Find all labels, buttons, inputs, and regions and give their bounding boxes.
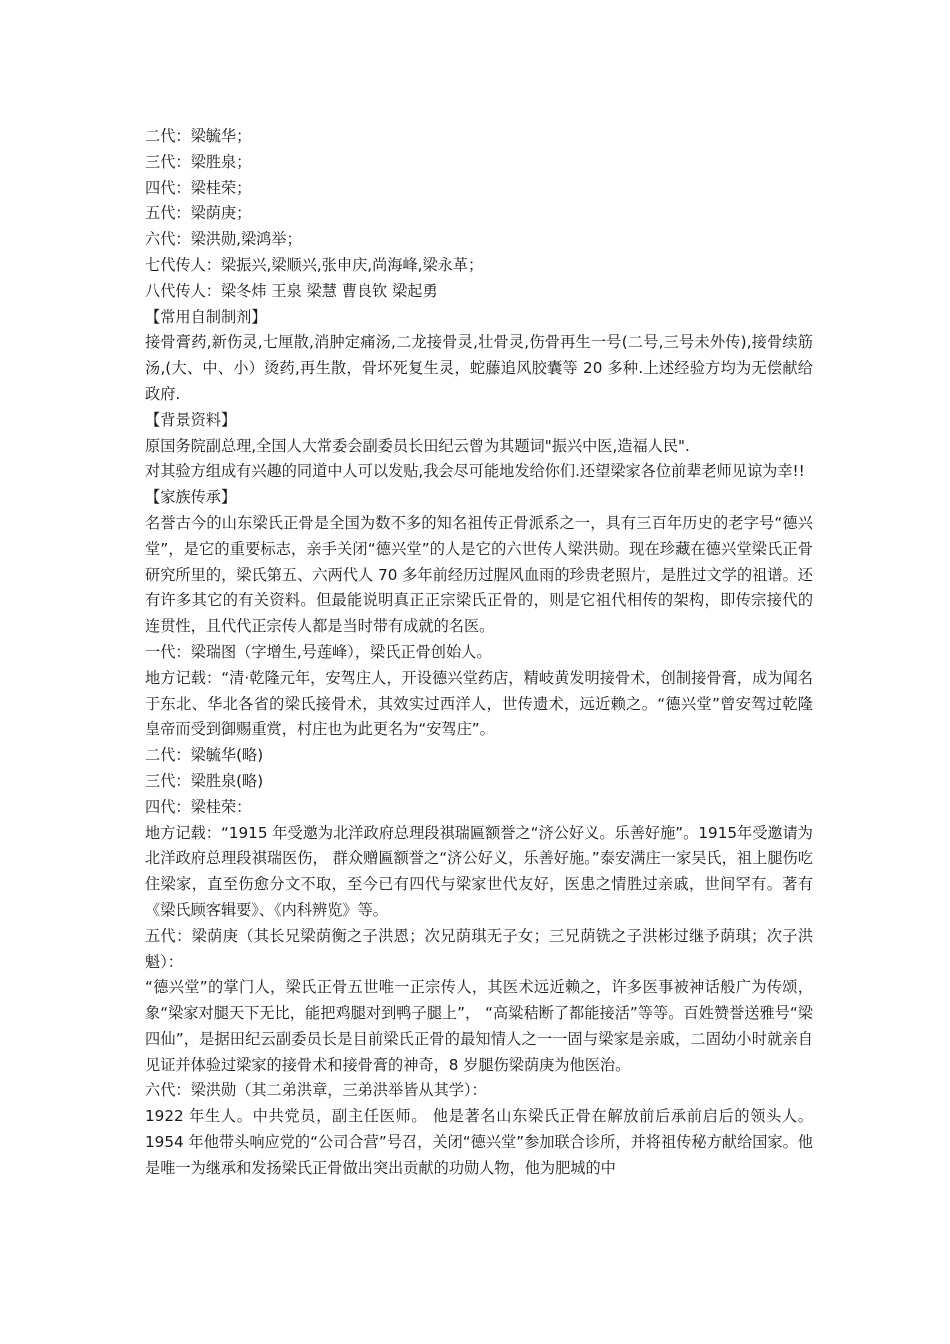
family-gen6: 六代：梁洪勋（其二弟洪章，三弟洪举皆从其学）：: [145, 1081, 487, 1100]
lineage-gen4: 四代：梁桂荣；: [145, 178, 252, 197]
preparations-heading: 【常用自制制剂】: [145, 307, 267, 326]
lineage-gen2: 二代：梁毓华；: [145, 127, 252, 145]
lineage-gen8: 八代传人：梁冬炜 王泉 梁慧 曹良钦 梁起勇: [145, 281, 438, 300]
background-heading: 【背景资料】: [145, 410, 237, 429]
lineage-gen6: 六代：梁洪勋,梁鸿举；: [145, 230, 302, 249]
family-gen1-record: 地方记载：“清·乾隆元年，安驾庄人，开设德兴堂药店，精岐黄发明接骨术，创制接骨膏，成为闻名于东北、华北各省的梁氏接骨术，其效实过西洋人，世传遗术，远近赖之。“德兴堂”曾安驾过乾隆皇帝而受到御赐重赏，村庄也为此更名为“安驾庄”。: [145, 668, 813, 739]
family-gen5-body: “德兴堂”的掌门人，梁氏正骨五世唯一正宗传人，其医术远近赖之，许多医事被神话般广为传颂，象“梁家对腿天下无比，能把鸡腿对到鸭子腿上”， “高粱秸断了都能接活”等等。百姓赞誉送雅号“梁四仙”，是据田纪云副委员长是目前梁氏正骨的最知情人之一一固与梁家是亲戚，二固幼小时就亲自见证并体验过梁家的接骨术和接骨膏的神奇，8 岁腿伤梁荫庚为他医治。: [145, 978, 813, 1074]
family-gen1: 一代：梁瑞图（字增生,号莲峰），梁氏正骨创始人。: [145, 642, 492, 661]
background-line-1: 原国务院副总理,全国人大常委会副委员长田纪云曾为其题词"振兴中医,造福人民".: [145, 436, 690, 455]
family-intro: 名誉古今的山东梁氏正骨是全国为数不多的知名祖传正骨派系之一，具有三百年历史的老字号“德兴堂”，是它的重要标志，亲手关闭“德兴堂”的人是它的六世传人梁洪勋。现在珍藏在德兴堂梁氏正骨研究所里的，梁氏第五、六两代人 70 多年前经历过腥风血雨的珍贵老照片，是胜过文学的祖谱。还有许多其它的有关资料。但最能说明真正正宗梁氏正骨的，则是它祖代相传的架构，即传宗接代的连贯性，且代代正宗传人都是当时带有成就的名医。: [145, 513, 813, 636]
family-gen4-record: 地方记载：“1915 年受邀为北洋政府总理段祺瑞匾额誉之“济公好义。乐善好施”。1915年受邀请为北洋政府总理段祺瑞医伤， 群众赠匾额誉之“济公好义，乐善好施。”泰安满庄一家吴氏，祖上腿伤吃住梁家，直至伤愈分文不取，至今已有四代与梁家世代友好，医患之情胜过亲戚，世间罕有。著有《梁氏顾客辑要》、《内科辨览》等。: [145, 823, 813, 919]
family-gen6-body: 1922 年生人。中共党员，副主任医师。 他是著名山东梁氏正骨在解放前后承前启后的领头人。1954 年他带头响应党的“公司合营”号召，关闭“德兴堂”参加联合诊所，并将祖传秘方献给国家。他是唯一为继承和发扬梁氏正骨做出突出贡献的功勋人物，他为肥城的中: [145, 1107, 813, 1177]
family-heading: 【家族传承】: [145, 488, 237, 507]
family-gen3: 三代：梁胜泉(略): [145, 771, 264, 790]
background-line-2: 对其验方组成有兴趣的同道中人可以发贴,我会尽可能地发给你们.还望梁家各位前辈老师见谅为幸!!: [145, 462, 805, 481]
lineage-gen7: 七代传人：梁振兴,梁顺兴,张申庆,尚海峰,梁永革；: [145, 255, 484, 274]
family-gen5: 五代：梁荫庚（其长兄梁荫衡之子洪恩；次兄荫琪无子女；三兄荫铣之子洪彬过继予荫琪；次子洪魁）：: [145, 926, 813, 971]
family-gen2: 二代：梁毓华(略): [145, 746, 264, 765]
preparations-body: 接骨膏药,新伤灵,七厘散,消肿定痛汤,二龙接骨灵,壮骨灵,伤骨再生一号(二号,三号未外传),接骨续筋汤,(大、中、小）烫药,再生散，骨坏死复生灵，蛇藤追风胶囊等 20 多种.上述经验方均为无偿献给政府.: [145, 333, 813, 403]
lineage-gen5: 五代：梁荫庚；: [145, 204, 252, 223]
document-page: [145, 124, 813, 1182]
family-gen4: 四代：梁桂荣：: [145, 797, 252, 816]
lineage-gen3: 三代：梁胜泉；: [145, 152, 252, 171]
